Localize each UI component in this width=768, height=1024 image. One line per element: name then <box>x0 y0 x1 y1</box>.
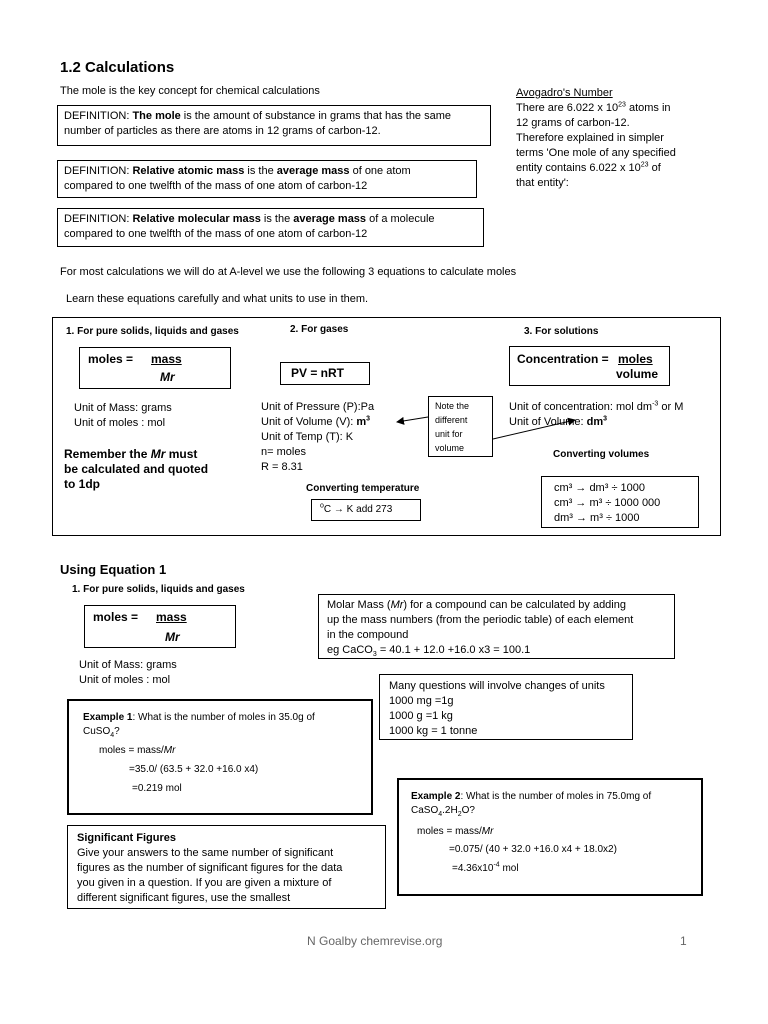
solution-units: Unit of concentration: mol $dm^{-3}$ or M Unit of Volume: $dm^3$ <box>509 400 684 428</box>
avogadro-section: Avogadro's Number There are 6.022 x $10^{23}$ atoms in 12 grams of carbon-12. Therefore explained in simpler terms 'One mole of any specified entity contains 6.022 x $10^{23}$ of that entity': <box>516 87 676 189</box>
units-change-box: Many questions will involve changes of units 1000 mg =1g 1000 g =1 kg 1000 kg = 1 tonne <box>379 674 633 740</box>
formula-numerator: mass <box>156 610 187 624</box>
molar-mass-box: Molar Mass (Mr) for a compound can be calculated by adding up the mass numbers (from the periodic table) of each element in the compound eg CaCO$_3$ = 40.1 + 12.0 +16.0 x3 = 100.1 <box>318 594 675 659</box>
formula-denominator: volume <box>616 367 659 381</box>
concentration-formula-box <box>509 346 670 386</box>
note-volume-box: Note the different unit for volume <box>428 396 493 457</box>
para-equations: For most calculations we will do at A-level we use the following 3 equations to calculate moles <box>60 266 517 278</box>
formula-lhs: moles = <box>88 352 134 366</box>
para-learn: Learn these equations carefully and what units to use in them. <box>66 293 369 305</box>
solutions-heading: 3. For solutions <box>524 326 599 337</box>
formula-denominator: Mr <box>165 630 180 644</box>
formula-lhs: moles = <box>93 610 139 624</box>
conversion-row: cm³ → dm³ ÷ 1000 <box>554 482 646 494</box>
formula-denominator: Mr <box>160 370 175 384</box>
intro-text: The mole is the key concept for chemical calculations <box>60 85 320 97</box>
arrow-right-icon: → <box>333 504 344 515</box>
convert-temp-box: $^o$C → K add 273 <box>311 499 421 521</box>
page-title: 1.2 Calculations <box>60 59 175 76</box>
formula-numerator: mass <box>151 352 182 366</box>
definition-mole-box: DEFINITION: The mole is the amount of substance in grams that has the same number of particles as there are atoms in 12 grams of carbon-12. <box>57 105 491 146</box>
solids-heading: 1. For pure solids, liquids and gases <box>66 326 239 337</box>
convert-temp-heading: Converting temperature <box>306 483 420 494</box>
significant-figures-box: Significant Figures Give your answers to the same number of significant figures as the number of significant figures for the data you given in a question. If you are given a mixture of different significant figures, use the smallest <box>67 825 386 909</box>
remember-mr-note: Remember the Mr must be calculated and quoted to 1dp <box>64 447 209 491</box>
solids-units: Unit of Mass: grams Unit of moles : mol <box>74 402 172 429</box>
convert-volumes-heading: Converting volumes <box>553 449 650 460</box>
convert-volumes-box <box>541 476 699 528</box>
example-1-box: Example 1: What is the number of moles in 35.0g of CuSO$_4$? moles = mass/Mr =35.0/ (63.5 + 32.0 +16.0 x4) =0.219 mol <box>67 699 373 815</box>
arrow-to-m3 <box>397 417 428 422</box>
definition-rmm-box: DEFINITION: Relative molecular mass is the average mass of a molecule compared to one twelfth of the mass of one atom of carbon-12 <box>57 208 484 247</box>
eq1-units: Unit of Mass: grams Unit of moles : mol <box>79 659 177 686</box>
gas-units: Unit of Pressure (P):Pa Unit of Volume (V): $m^3$ Unit of Temp (T): K n= moles R = 8.31 <box>261 401 375 473</box>
conversion-row: dm³ → m³ ÷ 1000 <box>554 512 640 524</box>
using-eq1-heading: Using Equation 1 <box>60 562 167 577</box>
example-2-box: Example 2: What is the number of moles in 75.0mg of $CaSO_4.2H_2O$? moles = mass/Mr =0.075/ (40 + 32.0 +16.0 x4 + 18.0x2) $=4.36x10^{-4}$ mol <box>397 778 703 896</box>
footer-author: N Goalby chemrevise.org <box>307 934 443 948</box>
conversion-row: cm³ → m³ ÷ 1000 000 <box>554 497 661 509</box>
definition-ram-box: DEFINITION: Relative atomic mass is the average mass of one atom compared to one twelfth of the mass of one atom of carbon-12 <box>57 160 477 198</box>
using-eq1-sub: 1. For pure solids, liquids and gases <box>72 584 245 595</box>
formula-numerator: moles <box>618 352 653 366</box>
gases-heading: 2. For gases <box>290 324 349 335</box>
formula-lhs: Concentration = <box>517 352 609 366</box>
gas-formula-box: PV = nRT <box>280 362 370 385</box>
eq1-formula-box <box>84 605 236 648</box>
page-number: 1 <box>680 934 687 948</box>
